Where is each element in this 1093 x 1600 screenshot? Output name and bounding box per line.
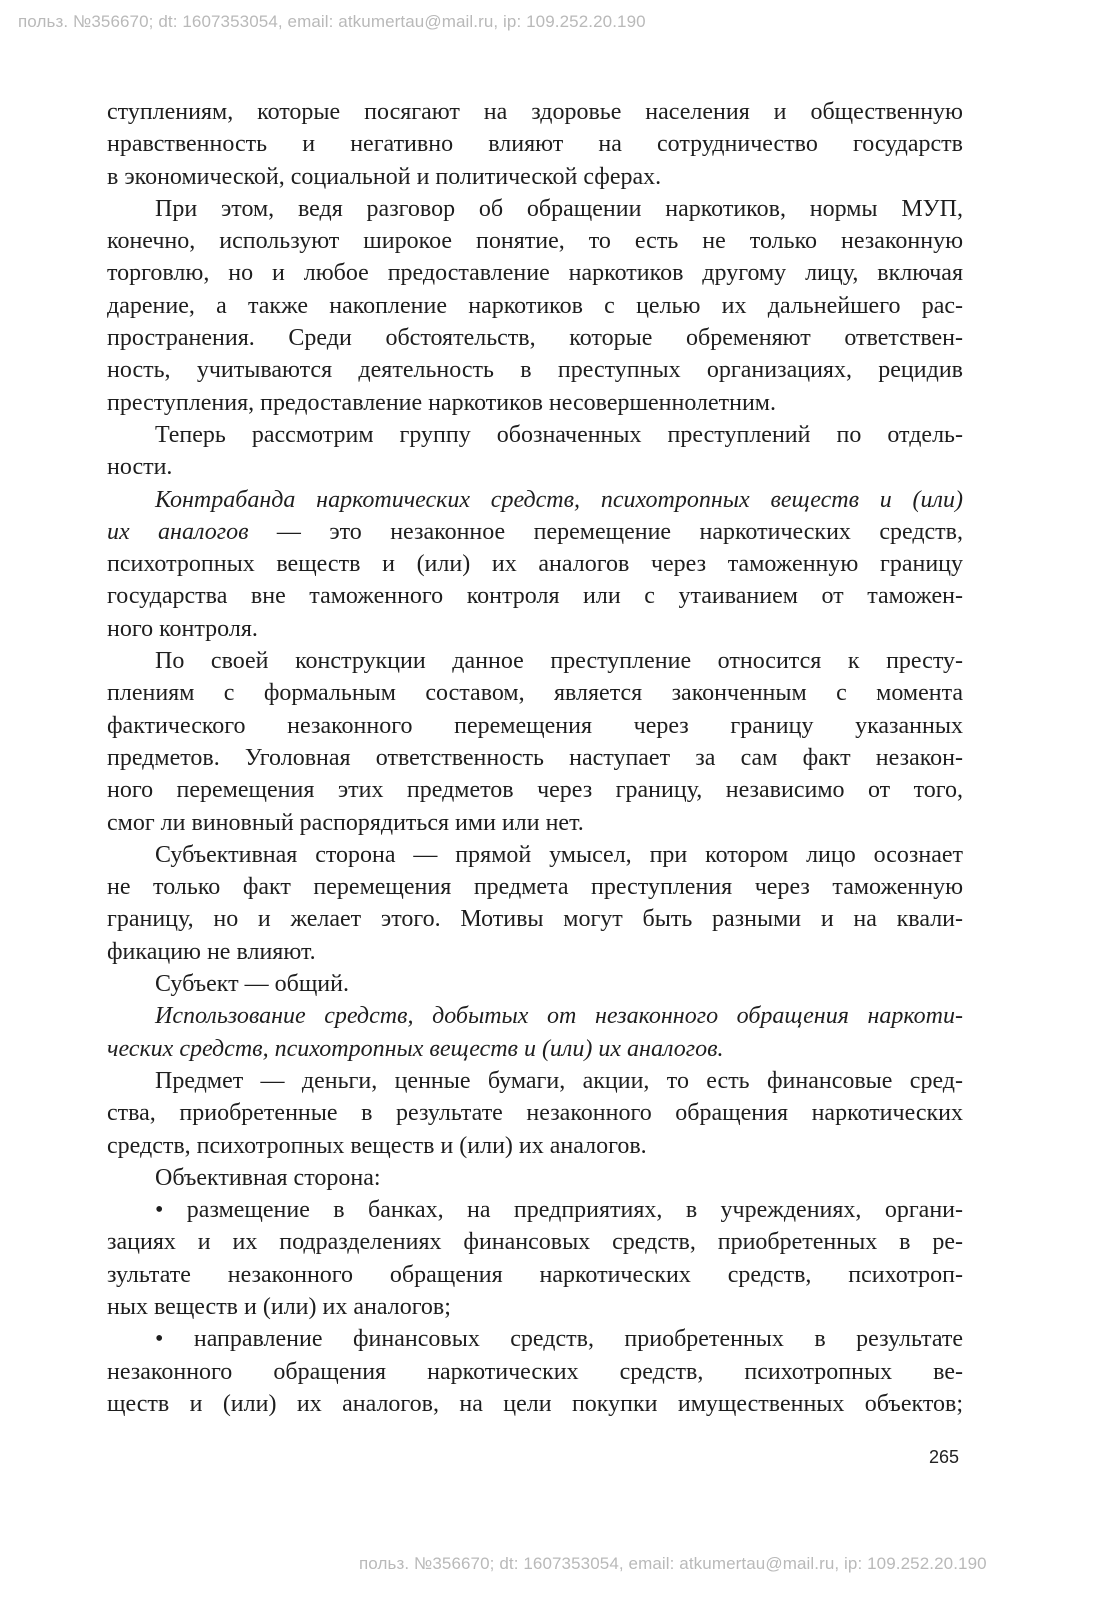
text-line xyxy=(107,1000,963,1032)
text-line: Субъективная сторона — прямой умысел, при котором лицо осознает xyxy=(155,841,963,868)
text-line: плениям с формальным составом, является законченным с момента xyxy=(107,680,963,707)
text-line: предметов. Уголовная ответственность наступает за сам факт незакон- xyxy=(107,744,963,771)
text-line xyxy=(107,516,963,548)
italic-term: Контрабанда наркотических средств, психотропных веществ и (или) xyxy=(155,486,963,513)
text-line: средств, психотропных веществ и (или) их аналогов. xyxy=(107,1132,647,1159)
text-line: психотропных веществ и (или) их аналогов через таможенную границу xyxy=(107,551,963,578)
text-line: зациях и их подразделениях финансовых средств, приобретенных в ре- xyxy=(107,1229,963,1256)
text-line: Субъект — общий. xyxy=(155,971,349,998)
text-line: не только факт перемещения предмета преступления через таможенную xyxy=(107,874,963,901)
text-line: смог ли виновный распорядиться ими или нет. xyxy=(107,809,584,836)
page-body xyxy=(107,96,963,1420)
text-line: ного перемещения этих предметов через границу, независимо от того, xyxy=(107,777,963,804)
text-line: Объективная сторона: xyxy=(155,1164,381,1191)
text-line: ности. xyxy=(107,454,173,481)
text-line: ного контроля. xyxy=(107,615,258,642)
bullet-line: • размещение в банках, на предприятиях, в учреждениях, органи- xyxy=(155,1197,963,1224)
text-line: в экономической, социальной и политической сферах. xyxy=(107,163,662,190)
text-line: ства, приобретенные в результате незаконного обращения наркотических xyxy=(107,1100,963,1127)
text-line: ных веществ и (или) их аналогов; xyxy=(107,1293,451,1320)
text-line: нравственность и негативно влияют на сотрудничество государств xyxy=(107,131,963,158)
text-line: границу, но и желает этого. Мотивы могут быть разными и на квали- xyxy=(107,906,963,933)
text-line xyxy=(107,484,963,516)
text-line: торговлю, но и любое предоставление наркотиков другому лицу, включая xyxy=(107,260,963,287)
text-line: фикацию не влияют. xyxy=(107,938,316,965)
text-line: По своей конструкции данное преступление относится к престу- xyxy=(155,648,963,675)
text-line: Теперь рассмотрим группу обозначенных преступлений по отдель- xyxy=(155,421,963,448)
text-run: — это незаконное перемещение наркотических средств, xyxy=(248,518,963,545)
page-number: 265 xyxy=(929,1447,960,1467)
watermark-bottom: польз. №356670; dt: 1607353054, email: atkumertau@mail.ru, ip: 109.252.20.190 xyxy=(359,1554,987,1573)
text-line: преступления, предоставление наркотиков несовершеннолетним. xyxy=(107,389,776,416)
watermark-top: польз. №356670; dt: 1607353054, email: atkumertau@mail.ru, ip: 109.252.20.190 xyxy=(18,12,646,31)
text-line: Предмет — деньги, ценные бумаги, акции, то есть финансовые сред- xyxy=(155,1067,963,1094)
text-line: незаконного обращения наркотических средств, психотропных ве- xyxy=(107,1358,963,1385)
text-line: ность, учитываются деятельность в преступных организациях, рецидив xyxy=(107,357,963,384)
text-line: ществ и (или) их аналогов, на цели покупки имущественных объектов; xyxy=(107,1390,963,1417)
bullet-line: • направление финансовых средств, приобретенных в результате xyxy=(155,1326,963,1353)
italic-term: их аналогов xyxy=(107,518,249,545)
text-line: фактического незаконного перемещения через границу указанных xyxy=(107,712,963,739)
italic-heading: Использование средств, добытых от незаконного обращения наркоти- xyxy=(155,1003,963,1030)
text-line: пространения. Среди обстоятельств, которые обременяют ответствен- xyxy=(107,325,963,352)
text-line: дарение, а также накопление наркотиков с целью их дальнейшего рас- xyxy=(107,292,963,319)
text-line xyxy=(107,1033,963,1065)
italic-heading: ческих средств, психотропных веществ и (или) их аналогов. xyxy=(107,1035,724,1062)
text-line: зультате незаконного обращения наркотических средств, психотроп- xyxy=(107,1261,963,1288)
text-line: ступлениям, которые посягают на здоровье населения и общественную xyxy=(107,99,963,125)
text-line: конечно, используют широкое понятие, то есть не только незаконную xyxy=(107,228,963,255)
text-line: государства вне таможенного контроля или с утаиванием от таможен- xyxy=(107,583,963,610)
text-line: При этом, ведя разговор об обращении наркотиков, нормы МУП, xyxy=(155,195,963,222)
